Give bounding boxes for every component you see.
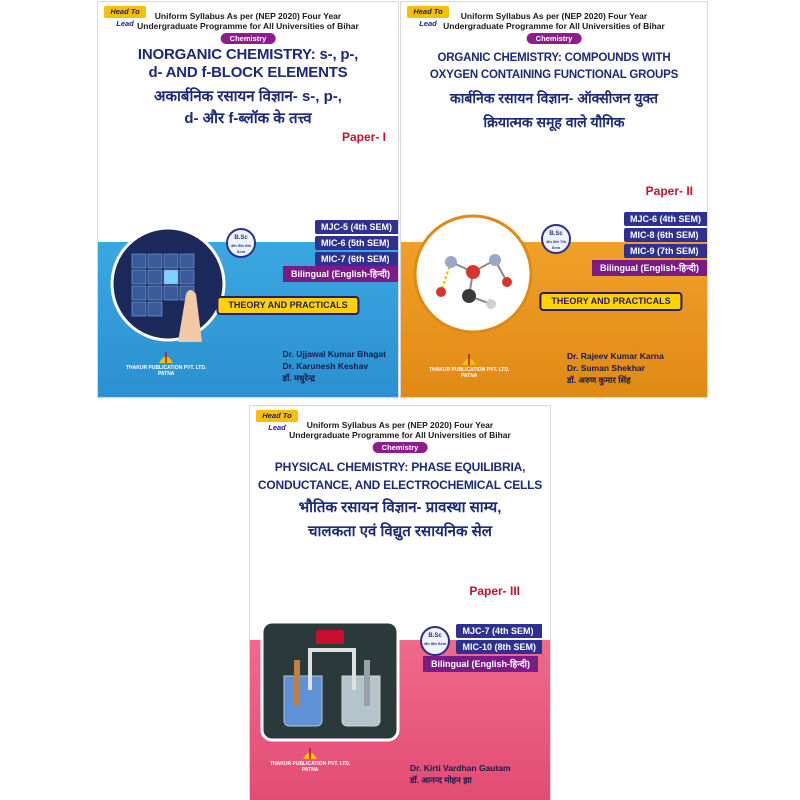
electrochemical-cell-illustration <box>260 620 400 742</box>
author-name: Dr. Suman Shekhar <box>567 363 645 373</box>
book-cover-inorganic[interactable] <box>98 2 398 397</box>
syllabus-text: Uniform Syllabus As per (NEP 2020) Four Year Undergraduate Programme for All Universities of Bihar <box>289 420 511 440</box>
author-name: Dr. Rajeev Kumar Karna <box>567 351 664 361</box>
author-list <box>410 762 511 786</box>
molecule-illustration <box>411 212 535 336</box>
bsc-badge: B.Sc 4th 5th 6th Sem <box>226 228 256 258</box>
subject-badge: Chemistry <box>527 33 582 44</box>
course-codes <box>456 624 542 656</box>
book-title: ORGANIC CHEMISTRY: COMPOUNDS WITH OXYGEN CONTAINING FUNCTIONAL GROUPS <box>429 52 679 81</box>
publisher-logo: THAKUR PUBLICATION PVT. LTD. PATNA <box>270 746 350 773</box>
publisher-logo: THAKUR PUBLICATION PVT. LTD. PATNA <box>126 350 206 377</box>
author-list <box>567 350 664 386</box>
theory-practicals-badge: THEORY AND PRACTICALS <box>539 292 682 311</box>
author-list <box>283 348 386 384</box>
course-code: MIC-8 (6th SEM) <box>624 228 707 242</box>
paper-number: Paper- I <box>341 130 386 144</box>
book-title-hindi: भौतिक रसायन विज्ञान- प्रावस्था साम्य, चालकता एवं विद्युत रसायनिक सेल <box>298 499 502 540</box>
author-name: डॉ. आनन्द मोहन झा <box>410 775 472 785</box>
publisher-logo: THAKUR PUBLICATION PVT. LTD. PATNA <box>429 352 509 379</box>
head-to-lead-logo: Head To Lead <box>407 6 449 18</box>
course-code: MIC-10 (8th SEM) <box>456 640 542 654</box>
course-codes <box>315 220 398 268</box>
author-name: डॉ. अरुण कुमार सिंह <box>567 375 631 385</box>
book-title: INORGANIC CHEMISTRY: s-, p-, d- AND f-BLOCK ELEMENTS <box>137 46 359 81</box>
course-code: MIC-9 (7th SEM) <box>624 244 707 258</box>
author-name: डॉ. मधुरेन्द्र <box>282 373 315 383</box>
course-code: MJC-6 (4th SEM) <box>624 212 707 226</box>
bsc-badge: B.Sc 4th 8th Sem <box>420 626 450 656</box>
head-to-lead-logo: Head To Lead <box>256 410 298 422</box>
bilingual-banner: Bilingual (English-हिन्दी) <box>283 266 398 282</box>
periodic-table-illustration <box>108 224 228 344</box>
subject-badge: Chemistry <box>373 442 428 453</box>
paper-number: Paper- II <box>645 184 693 198</box>
book-cover-physical[interactable] <box>250 406 550 800</box>
bilingual-banner: Bilingual (English-हिन्दी) <box>592 260 707 276</box>
publisher-mark-icon <box>301 746 319 760</box>
bilingual-banner: Bilingual (English-हिन्दी) <box>423 656 538 672</box>
head-to-lead-logo: Head To Lead <box>104 6 146 18</box>
course-code: MJC-7 (4th SEM) <box>456 624 542 638</box>
book-title-hindi: अकार्बनिक रसायन विज्ञान- s-, p-, d- और f-ब्लॉक के तत्त्व <box>154 88 342 127</box>
publisher-mark-icon <box>460 352 478 366</box>
course-code: MIC-6 (5th SEM) <box>315 236 398 250</box>
book-title-hindi: कार्बनिक रसायन विज्ञान- ऑक्सीजन युक्त क्रियात्मक समूह वाले यौगिक <box>450 90 658 130</box>
syllabus-text: Uniform Syllabus As per (NEP 2020) Four Year Undergraduate Programme for All Universities of Bihar <box>137 11 359 31</box>
bsc-badge: B.Sc 4th 6th 7th Sem <box>541 224 571 254</box>
course-codes <box>624 212 707 260</box>
author-name: Dr. Kirti Vardhan Gautam <box>410 763 511 773</box>
book-title: PHYSICAL CHEMISTRY: PHASE EQUILIBRIA, CONDUCTANCE, AND ELECTROCHEMICAL CELLS <box>257 460 543 492</box>
paper-number: Paper- III <box>469 584 520 598</box>
book-cover-organic[interactable] <box>401 2 707 397</box>
subject-badge: Chemistry <box>221 33 276 44</box>
author-name: Dr. Ujjawal Kumar Bhagat <box>282 349 386 359</box>
course-code: MIC-7 (6th SEM) <box>315 252 398 266</box>
theory-practicals-badge: THEORY AND PRACTICALS <box>216 296 359 315</box>
author-name: Dr. Karunesh Keshav <box>282 361 369 371</box>
syllabus-text: Uniform Syllabus As per (NEP 2020) Four Year Undergraduate Programme for All Universities of Bihar <box>443 11 665 31</box>
course-code: MJC-5 (4th SEM) <box>315 220 398 234</box>
publisher-mark-icon <box>157 350 175 364</box>
